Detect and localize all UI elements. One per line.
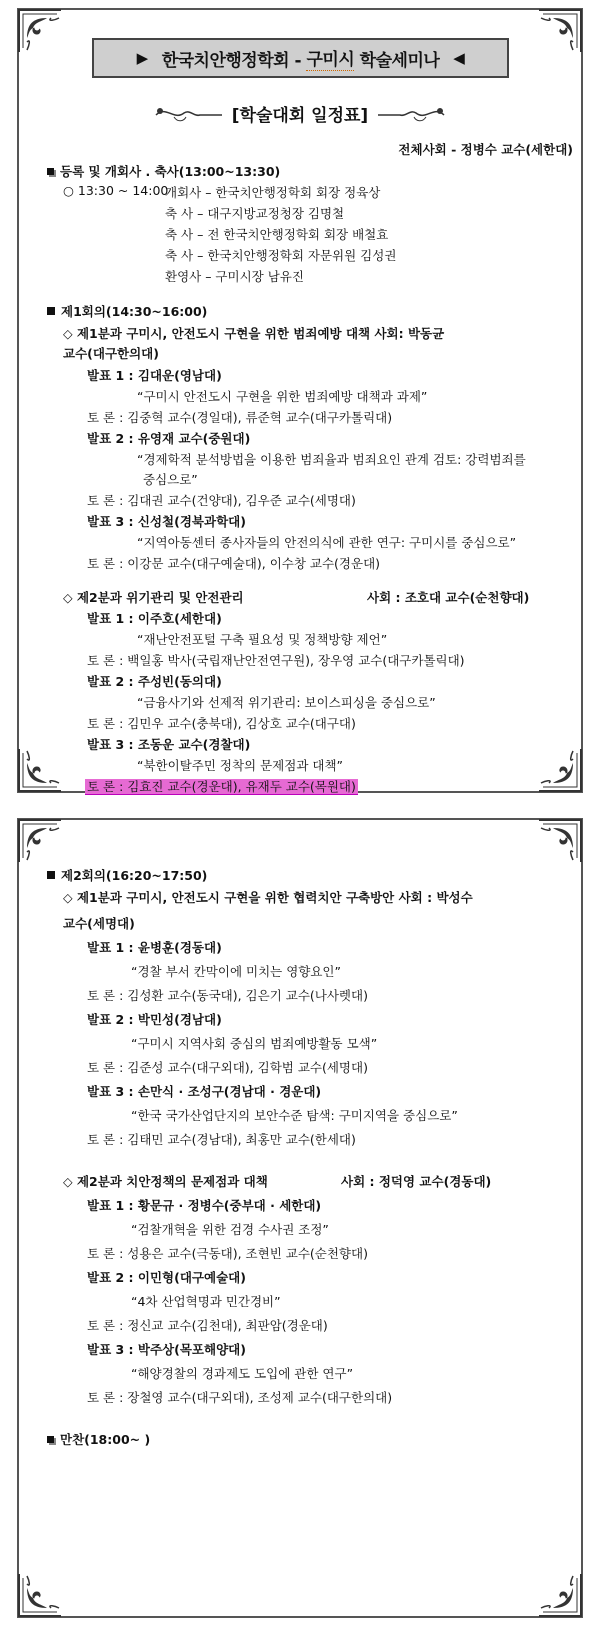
presentation-label: 발표 2 : 유영재 교수(중원대) — [87, 431, 251, 446]
discussants: 토 론 : 김태민 교수(경남대), 최홍만 교수(한세대) — [87, 1132, 356, 1147]
arrow-right-icon: ▶ — [136, 49, 148, 67]
corner-ornament-icon — [17, 8, 63, 54]
s1-part2-chair: 사회 : 조호대 교수(순천향대) — [367, 590, 530, 605]
corner-ornament-icon — [17, 747, 63, 793]
arrow-left-icon: ◀ — [453, 49, 465, 67]
opening-item: 축 사 – 한국치안행정학회 자문위원 김성권 — [165, 248, 397, 263]
presentation-label: 발표 2 : 이민형(대구예술대) — [87, 1270, 246, 1285]
discussants: 토 론 : 성용은 교수(극동대), 조현빈 교수(순천향대) — [87, 1246, 368, 1261]
flourish-right-icon — [376, 103, 446, 123]
presentation-title: “4차 산업혁명과 민간경비” — [131, 1294, 281, 1309]
opening-item: 환영사 – 구미시장 남유진 — [165, 269, 304, 284]
discussants-highlighted: 토 론 : 김효진 교수(경운대), 유재두 교수(목원대) — [87, 779, 356, 794]
discussants: 토 론 : 김대권 교수(건양대), 김우준 교수(세명대) — [87, 493, 356, 508]
corner-ornament-icon — [17, 818, 63, 864]
discussants: 토 론 : 김성환 교수(동국대), 김은기 교수(나사렛대) — [87, 988, 368, 1003]
presentation-title: “구미시 지역사회 중심의 범죄예방활동 모색” — [131, 1036, 378, 1051]
presentation-title: “북한이탈주민 정착의 문제점과 대책” — [137, 758, 343, 773]
schedule-title-row — [19, 100, 581, 126]
opening-item: 축 사 – 대구지방교정청장 김명철 — [165, 206, 345, 221]
overall-moderator: 전체사회 - 정병수 교수(세한대) — [398, 142, 573, 157]
s1-part1-title-cont: 교수(대구한의대) — [63, 346, 159, 361]
flourish-left-icon — [154, 103, 224, 123]
corner-ornament-icon — [537, 818, 583, 864]
corner-ornament-icon — [537, 8, 583, 54]
opening-item: 개회사 – 한국치안행정학회 회장 정육상 — [165, 185, 381, 200]
s1-part2-title: ◇ 제2분과 위기관리 및 안전관리 — [63, 590, 244, 605]
discussants: 토 론 : 백일홍 박사(국립재난안전연구원), 장우영 교수(대구카톨릭대) — [87, 653, 465, 668]
document-page-1 — [17, 8, 583, 793]
seminar-banner — [92, 38, 509, 78]
presentation-title: “한국 국가산업단지의 보안수준 탐색: 구미지역을 중심으로” — [131, 1108, 458, 1123]
presentation-label: 발표 1 : 윤병훈(경동대) — [87, 940, 222, 955]
banner-title-part2: 구미시 — [306, 45, 354, 71]
discussants: 토 론 : 정신교 교수(김천대), 최판암(경운대) — [87, 1318, 328, 1333]
presentation-title-cont: 중심으로” — [143, 472, 198, 487]
presentation-title: “구미시 안전도시 구현을 위한 범죄예방 대책과 과제” — [137, 389, 428, 404]
schedule-title: [학술대회 일정표] — [231, 105, 369, 126]
presentation-title: “지역아동센터 종사자들의 안전의식에 관한 연구: 구미시를 중심으로” — [137, 535, 517, 550]
discussants: 토 론 : 김준성 교수(대구외대), 김학범 교수(세명대) — [87, 1060, 368, 1075]
closing-dinner: 만찬(18:00~ ) — [47, 1430, 150, 1448]
presentation-label: 발표 1 : 이주호(세한대) — [87, 611, 222, 626]
opening-item: 축 사 – 전 한국치안행정학회 회장 배철효 — [165, 227, 389, 242]
opening-time: ○ 13:30 ~ 14:00 — [63, 183, 169, 198]
presentation-label: 발표 3 : 박주상(목포해양대) — [87, 1342, 246, 1357]
s2-part2-chair: 사회 : 정덕영 교수(경동대) — [341, 1174, 492, 1189]
banner-title-part3: 학술세미나 — [359, 50, 440, 71]
presentation-title: “금융사기와 선제적 위기관리: 보이스피싱을 중심으로” — [137, 695, 436, 710]
discussants: 토 론 : 장철영 교수(대구외대), 조성제 교수(대구한의대) — [87, 1390, 393, 1405]
s2-part1-title: ◇ 제1분과 구미시, 안전도시 구현을 위한 협력치안 구축방안 사회 : 박성수 — [63, 890, 473, 905]
document-page-2 — [17, 818, 583, 1618]
presentation-label: 발표 3 : 손만식 · 조성구(경남대 · 경운대) — [87, 1084, 322, 1099]
discussants: 토 론 : 이강문 교수(대구예술대), 이수창 교수(경운대) — [87, 556, 381, 571]
presentation-title: “검찰개혁을 위한 검경 수사권 조정” — [131, 1222, 329, 1237]
session1-heading: 제1회의(14:30~16:00) — [47, 302, 207, 320]
presentation-label: 발표 1 : 황문규 · 정병수(중부대 · 세한대) — [87, 1198, 322, 1213]
presentation-title: “해양경찰의 경과제도 도입에 관한 연구” — [131, 1366, 354, 1381]
presentation-label: 발표 3 : 신성철(경북과학대) — [87, 514, 246, 529]
session2-heading: 제2회의(16:20~17:50) — [47, 866, 207, 884]
discussants: 토 론 : 김민우 교수(충북대), 김상호 교수(대구대) — [87, 716, 356, 731]
presentation-label: 발표 2 : 주성빈(동의대) — [87, 674, 222, 689]
corner-ornament-icon — [537, 747, 583, 793]
presentation-label: 발표 1 : 김대운(영남대) — [87, 368, 222, 383]
opening-heading: 등록 및 개회사 . 축사(13:00~13:30) — [47, 162, 280, 180]
s2-part1-title-cont: 교수(세명대) — [63, 916, 135, 931]
presentation-title: “경찰 부서 칸막이에 미치는 영향요인” — [131, 964, 341, 979]
s1-part1-title: ◇ 제1분과 구미시, 안전도시 구현을 위한 범죄예방 대책 사회: 박동균 — [63, 326, 445, 341]
s2-part2-title: ◇ 제2분과 치안정책의 문제점과 대책 — [63, 1174, 268, 1189]
banner-title-part1: 한국치안행정학회 - — [161, 50, 302, 71]
corner-ornament-icon — [537, 1572, 583, 1618]
presentation-label: 발표 2 : 박민성(경남대) — [87, 1012, 222, 1027]
corner-ornament-icon — [17, 1572, 63, 1618]
presentation-label: 발표 3 : 조동운 교수(경찰대) — [87, 737, 251, 752]
discussants: 토 론 : 김중혁 교수(경일대), 류준혁 교수(대구카톨릭대) — [87, 410, 393, 425]
presentation-title: “재난안전포털 구축 필요성 및 정책방향 제언” — [137, 632, 388, 647]
presentation-title: “경제학적 분석방법을 이용한 범죄율과 범죄요인 관계 검토: 강력범죄를 — [137, 452, 526, 467]
